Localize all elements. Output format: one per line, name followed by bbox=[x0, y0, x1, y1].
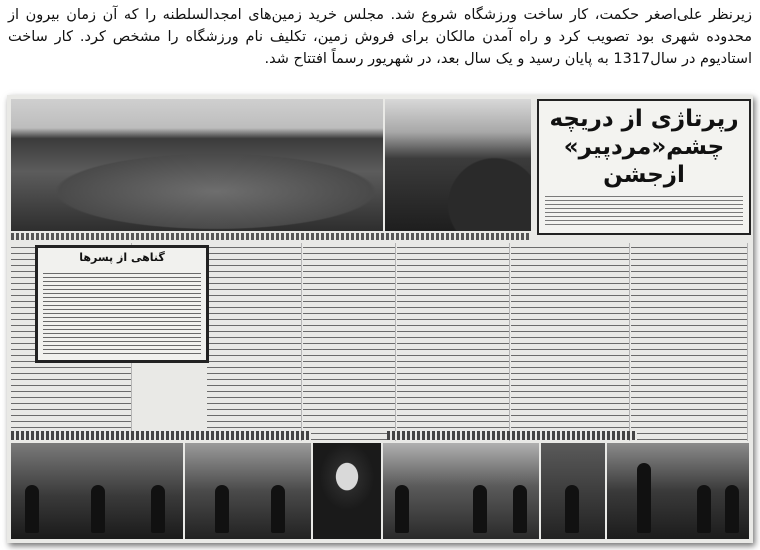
bottom-caption-right bbox=[387, 431, 637, 440]
boxed-article-title: گناهی از پسرها bbox=[79, 251, 165, 264]
headline-body-text bbox=[545, 193, 743, 227]
stadium-photo-caption bbox=[11, 233, 531, 240]
performer-figure bbox=[513, 485, 527, 533]
concert-photo-2 bbox=[185, 443, 311, 539]
performer-figure bbox=[725, 485, 739, 533]
concert-photo-1 bbox=[11, 443, 183, 539]
performer-photo bbox=[541, 443, 605, 539]
performer-figure bbox=[697, 485, 711, 533]
bottom-caption-left bbox=[11, 431, 311, 440]
boxed-article-text bbox=[43, 270, 201, 355]
performer-figure bbox=[91, 485, 105, 533]
caption-paragraph: زیرنظر علی‌اصغر حکمت، کار ساخت ورزشگاه شروع شد. مجلس خرید زمین‌های امجدالسلطنه را که آن زمان بیرون از محدوده شهری بود تصویب کرد و راه آمدن مالکان برای فروش زمین، تکلیف نام ورزشگاه را مشخص کرد. کار ساخت استادیوم در سال1317 به پایان رسید و یک سال بعد، در شهریور رسماً افتتاح شد. bbox=[8, 7, 752, 67]
article-column-6 bbox=[631, 243, 748, 441]
headline-box bbox=[537, 99, 751, 235]
performer-figure bbox=[215, 485, 229, 533]
performer-figure bbox=[565, 485, 579, 533]
stadium-photo-right bbox=[385, 99, 531, 231]
performer-figure bbox=[395, 485, 409, 533]
rider-figure bbox=[637, 463, 651, 533]
performer-figure bbox=[151, 485, 165, 533]
camel-parade-photo bbox=[607, 443, 749, 539]
performer-figure bbox=[271, 485, 285, 533]
concert-photo-3 bbox=[383, 443, 539, 539]
article-column-3 bbox=[303, 243, 396, 441]
singer-portrait-photo bbox=[313, 443, 381, 539]
stadium-photo-left bbox=[11, 99, 383, 231]
performer-figure bbox=[25, 485, 39, 533]
article-column-2 bbox=[207, 243, 302, 441]
performer-figure bbox=[473, 485, 487, 533]
article-column-4 bbox=[397, 243, 510, 441]
clipping-headline: رپرتاژی از دریچه چشم«مردپیر» ازجشن bbox=[549, 106, 739, 188]
article-column-5 bbox=[511, 243, 630, 441]
newspaper-clipping-scan bbox=[7, 95, 753, 543]
boxed-article bbox=[35, 245, 209, 363]
